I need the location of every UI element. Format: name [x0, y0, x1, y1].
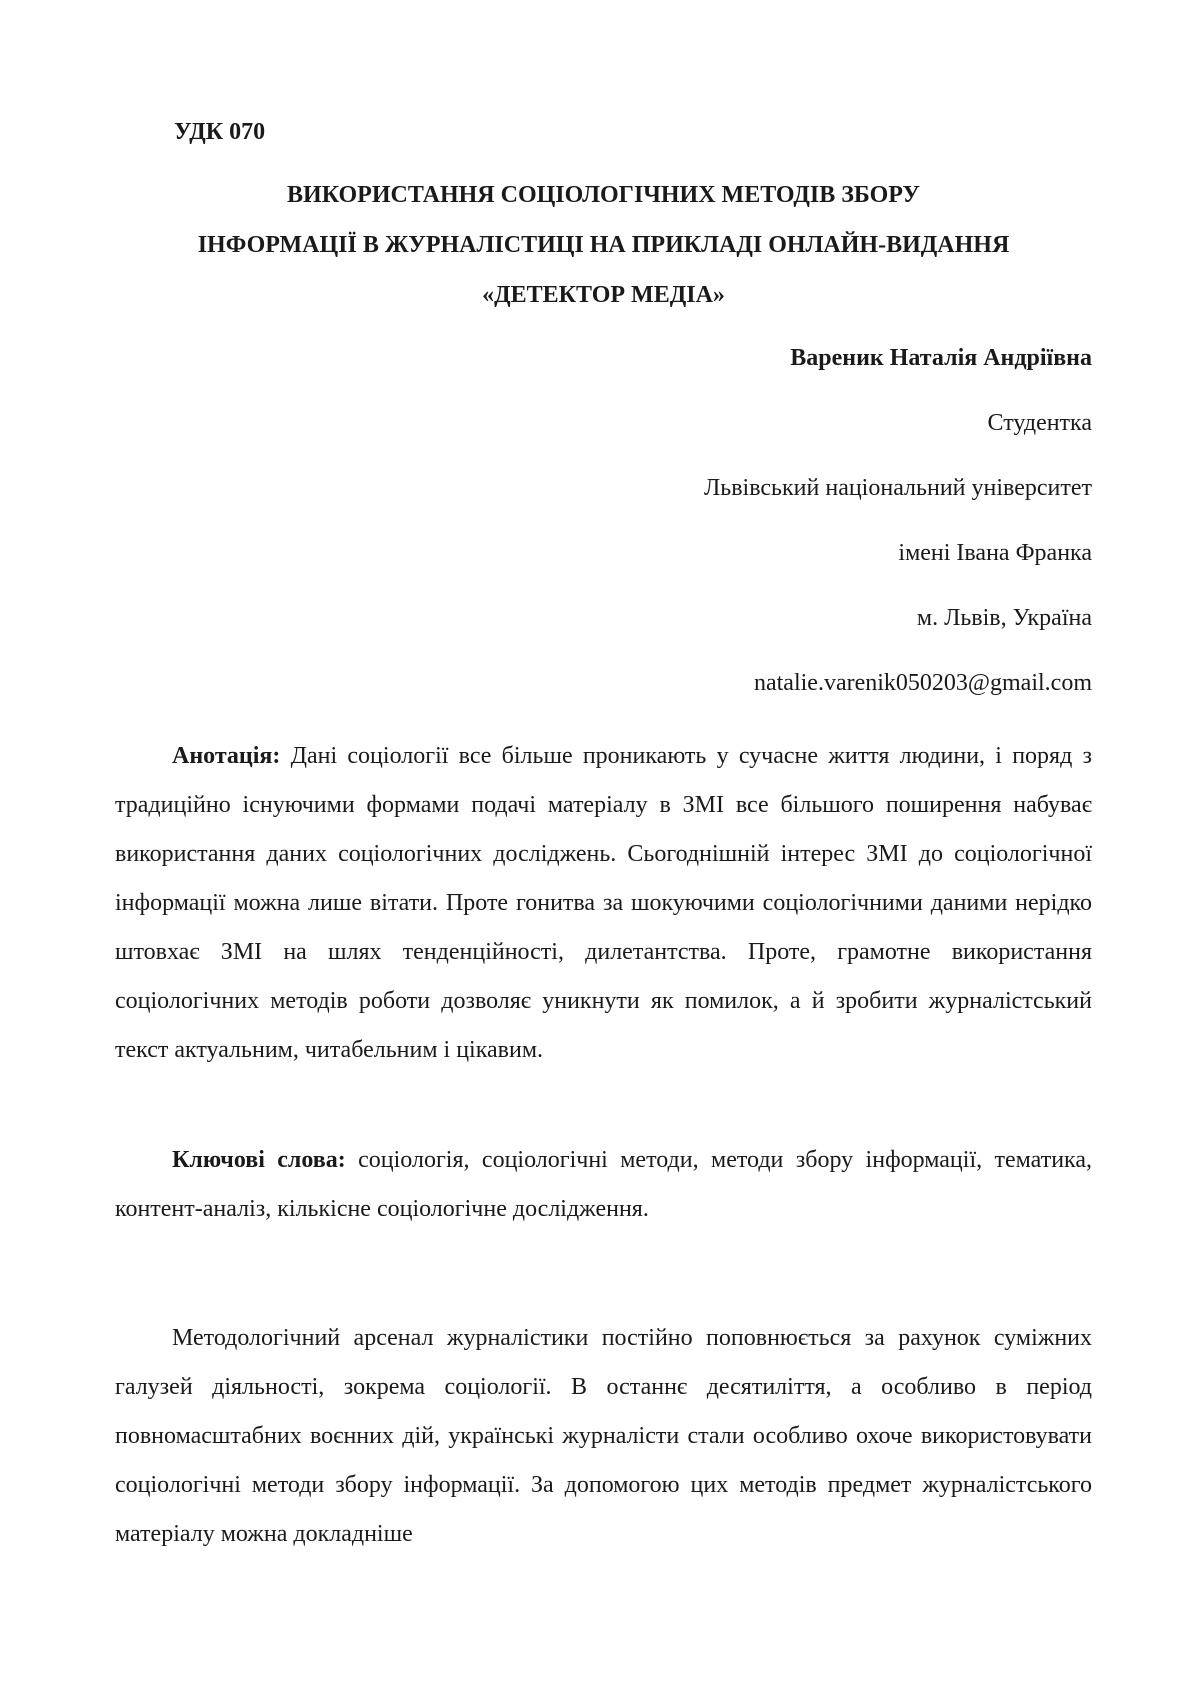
article-title — [115, 180, 1092, 330]
keywords-label: Ключові слова: — [172, 1147, 346, 1173]
keywords-paragraph — [115, 1136, 1092, 1234]
title-line-2: ІНФОРМАЦІЇ В ЖУРНАЛІСТИЦІ НА ПРИКЛАДІ ОНЛАЙН-ВИДАННЯ — [197, 232, 1010, 258]
author-name: Вареник Наталія Андріївна — [790, 345, 1092, 371]
abstract-paragraph — [115, 732, 1092, 1075]
udk-code: УДК 070 — [174, 119, 266, 145]
author-position: Студентка — [987, 410, 1092, 436]
author-block — [704, 343, 1092, 733]
body-paragraph: Методологічний арсенал журналістики постійно поповнюється за рахунок суміжних галузей діяльності, зокрема соціології. В останнє десятиліття, а особливо в період повномасштабних воєнних дій, українські журналісти стали особливо охоче використовувати соціологічні методи збору інформації. За допомогою цих методів предмет журналістського матеріалу можна докладніше — [115, 1325, 1092, 1547]
author-email: natalie.varenik050203@gmail.com — [753, 670, 1092, 696]
abstract-label: Анотація: — [172, 743, 281, 769]
author-university-name: імені Івана Франка — [898, 540, 1092, 566]
keywords-text: соціологія, соціологічні методи, методи збору інформації, тематика, контент-аналіз, кількісне соціологічне дослідження. — [115, 1147, 1092, 1222]
author-location: м. Львів, Україна — [916, 605, 1092, 631]
abstract-text: Дані соціології все більше проникають у сучасне життя людини, і поряд з традиційно існуючими формами подачі матеріалу в ЗМІ все більшого поширення набуває використання даних соціологічних досліджень. Сьогоднішній інтерес ЗМІ до соціологічної інформації можна лише вітати. Проте гонитва за шокуючими соціологічними даними нерідко штовхає ЗМІ на шлях тенденційності, дилетантства. Проте, грамотне використання соціологічних методів роботи дозволяє уникнути як помилок, а й зробити журналістський текст актуальним, читабельним і цікавим. — [115, 743, 1092, 1063]
author-university: Львівський національний університет — [703, 475, 1092, 501]
title-line-1: ВИКОРИСТАННЯ СОЦІОЛОГІЧНИХ МЕТОДІВ ЗБОРУ — [287, 182, 920, 208]
title-line-3: «ДЕТЕКТОР МЕДІА» — [482, 282, 725, 308]
